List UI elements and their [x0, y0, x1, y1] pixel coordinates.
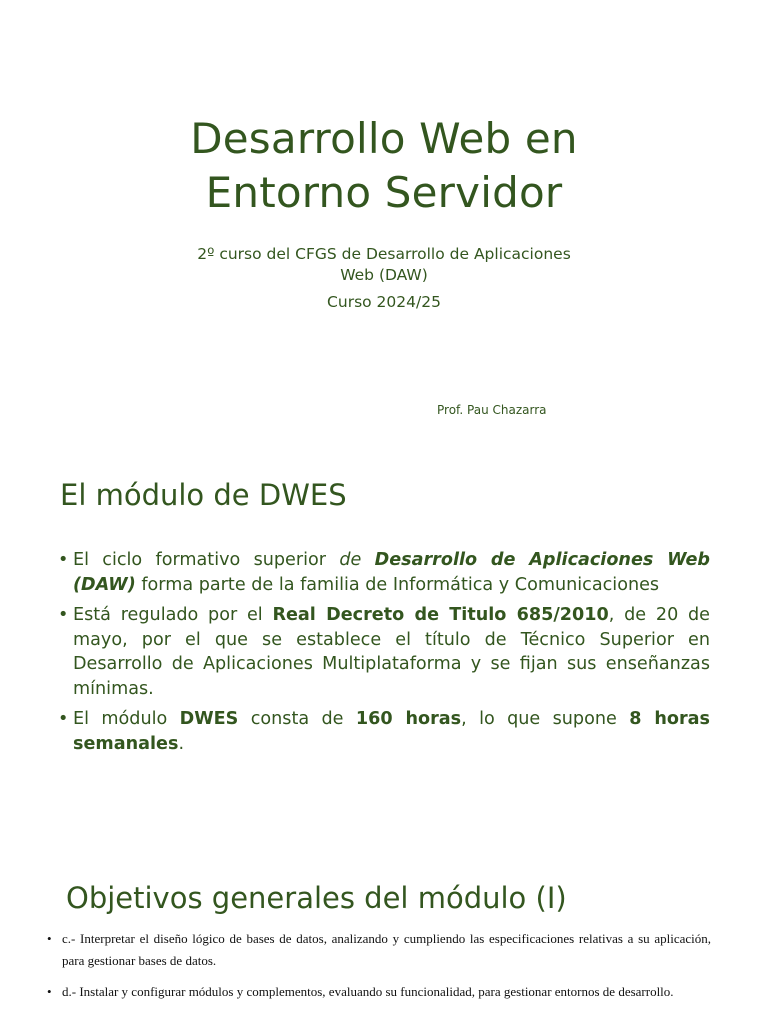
bullet-3-text-a: El módulo: [73, 709, 180, 729]
bullet-3-text-f: 8 horas semanales: [73, 709, 710, 754]
bullet-icon: •: [47, 984, 52, 999]
bullet-icon: •: [47, 931, 52, 946]
subtitle-line-1: 2º curso del CFGS de Desarrollo de Aplicaciones: [197, 245, 571, 263]
module-slide-title: El módulo de DWES: [60, 478, 347, 512]
bullet-1-text-a: El ciclo formativo superior: [73, 550, 340, 570]
objective-text: d.- Instalar y configurar módulos y complementos, evaluando su funcionalidad, para gestionar entornos de desarrollo.: [62, 984, 674, 999]
module-bullet-3: [58, 707, 710, 756]
presentation-title: [0, 112, 768, 220]
bullet-2-text-b: Real Decreto de Titulo 685/2010: [272, 605, 609, 625]
objectives-list: [45, 928, 711, 1012]
bullet-1-text-c: Desarrollo de Aplicaciones Web (DAW): [73, 550, 710, 595]
title-line-1: Desarrollo Web en: [190, 114, 578, 163]
bullet-3-text-b: DWES: [179, 709, 239, 729]
author-name: Prof. Pau Chazarra: [437, 403, 547, 417]
bullet-icon: •: [58, 550, 69, 570]
objective-item: [45, 928, 711, 972]
subtitle-line-2: Web (DAW): [340, 266, 428, 284]
presentation-subtitle: [0, 244, 768, 286]
bullet-3-text-d: 160 horas: [355, 709, 462, 729]
module-bullet-2: [58, 603, 710, 701]
bullet-1-text-b: de: [339, 550, 375, 570]
bullet-3-text-g: .: [178, 733, 185, 754]
objectives-slide: [0, 860, 768, 1024]
module-slide: [0, 450, 768, 860]
bullet-icon: •: [58, 605, 69, 625]
objectives-slide-title: Objetivos generales del módulo (I): [66, 881, 567, 915]
objective-item: [45, 981, 711, 1003]
title-slide: [0, 0, 768, 450]
title-line-2: Entorno Servidor: [205, 168, 563, 217]
bullet-icon: •: [58, 709, 69, 729]
bullet-3-text-c: consta de: [238, 709, 356, 729]
objective-text: c.- Interpretar el diseño lógico de bases de datos, analizando y cumpliendo las especificaciones relativas a su aplicación, para gestionar bases de datos.: [62, 931, 711, 968]
bullet-3-text-e: , lo que supone: [461, 709, 630, 729]
course-year: Curso 2024/25: [327, 293, 441, 311]
bullet-2-text-c: , de 20 de mayo, por el que se establece el título de Técnico Superior en Desarrollo de Aplicaciones Multiplataforma y se fijan sus enseñanzas mínimas.: [73, 605, 711, 699]
module-bullet-1: [58, 548, 710, 597]
bullet-2-text-a: Está regulado por el: [73, 605, 273, 625]
module-bullet-list: [58, 548, 710, 762]
bullet-1-text-d: forma parte de la familia de Informática y Comunicaciones: [135, 574, 660, 595]
